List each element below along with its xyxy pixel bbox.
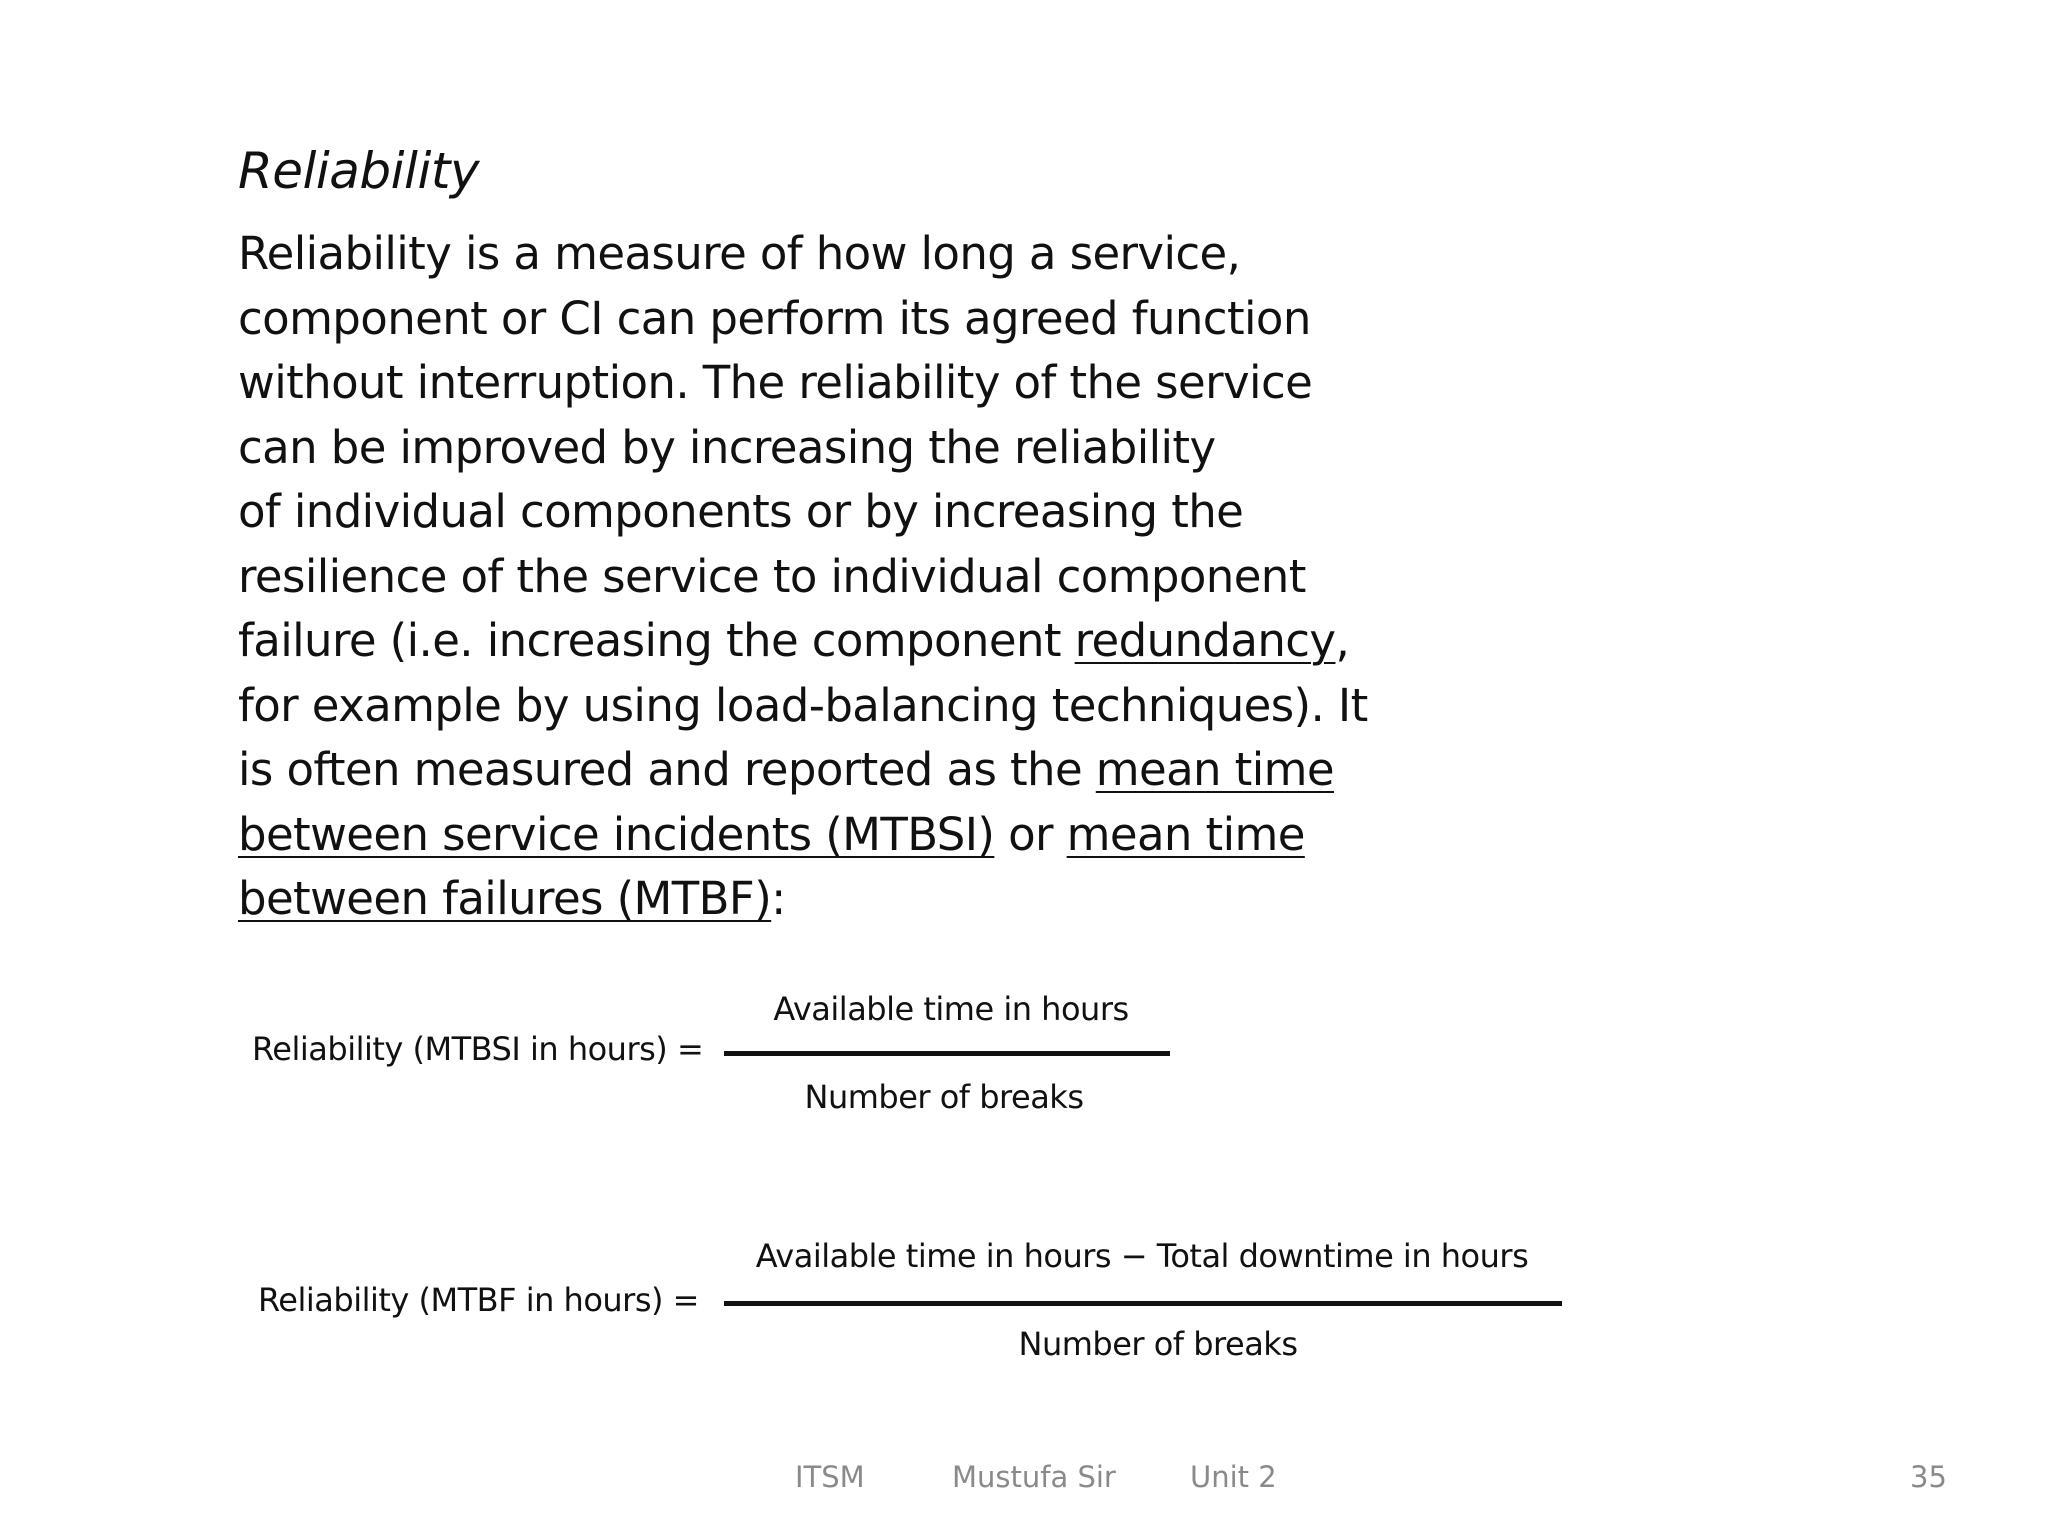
paragraph-line — [238, 545, 1478, 610]
formula-mtbf-numerator: Available time in hours − Total downtime in hours — [755, 1237, 1529, 1275]
paragraph-text: can be improved by increasing the reliability — [238, 420, 1216, 474]
paragraph-text: failure (i.e. increasing the component — [238, 614, 1075, 667]
paragraph-text: for example by using load-balancing techniques). It — [238, 678, 1368, 732]
underlined-term: between service incidents (MTBSI) — [238, 807, 995, 861]
formula-mtbsi-numerator: Available time in hours — [773, 990, 1129, 1028]
paragraph-line — [238, 287, 1478, 352]
formula-mtbsi-fraction-bar — [724, 1051, 1170, 1056]
paragraph-line — [238, 738, 1478, 803]
paragraph-text: or — [994, 807, 1067, 861]
formula-mtbsi-lhs: Reliability (MTBSI in hours) = — [252, 1030, 704, 1068]
paragraph-line — [238, 222, 1478, 287]
formula-mtbsi-denominator: Number of breaks — [804, 1078, 1084, 1116]
paragraph-line — [238, 803, 1478, 868]
paragraph-line — [238, 674, 1478, 739]
paragraph-line — [238, 609, 1478, 674]
underlined-term: mean time — [1095, 743, 1334, 796]
formula-mtbf-fraction-bar — [724, 1301, 1562, 1306]
paragraph-line — [238, 416, 1478, 481]
footer-course: ITSM — [795, 1460, 865, 1494]
paragraph-text: without interruption. The reliability of the service — [238, 356, 1313, 409]
paragraph-text: component or CI can perform its agreed function — [238, 291, 1311, 345]
underlined-term: redundancy — [1074, 614, 1336, 667]
paragraph-text: Reliability is a measure of how long a service, — [238, 227, 1241, 280]
footer-unit: Unit 2 — [1190, 1460, 1277, 1494]
paragraph-text: of individual components or by increasing the — [238, 485, 1244, 538]
paragraph-line — [238, 480, 1478, 545]
footer-page-number: 35 — [1910, 1460, 1947, 1494]
reliability-paragraph — [238, 222, 1478, 932]
underlined-term: between failures (MTBF) — [238, 872, 772, 925]
paragraph-text: : — [771, 872, 786, 925]
paragraph-line — [238, 867, 1478, 932]
paragraph-text: is often measured and reported as the — [238, 743, 1096, 796]
slide-heading: Reliability — [238, 142, 480, 200]
paragraph-text: , — [1335, 614, 1350, 667]
formula-mtbf-denominator: Number of breaks — [1018, 1325, 1298, 1363]
underlined-term: mean time — [1066, 807, 1305, 861]
paragraph-text: resilience of the service to individual component — [238, 549, 1306, 603]
paragraph-line — [238, 351, 1478, 416]
footer-author: Mustufa Sir — [952, 1460, 1116, 1494]
formula-mtbf-lhs: Reliability (MTBF in hours) = — [258, 1281, 699, 1319]
